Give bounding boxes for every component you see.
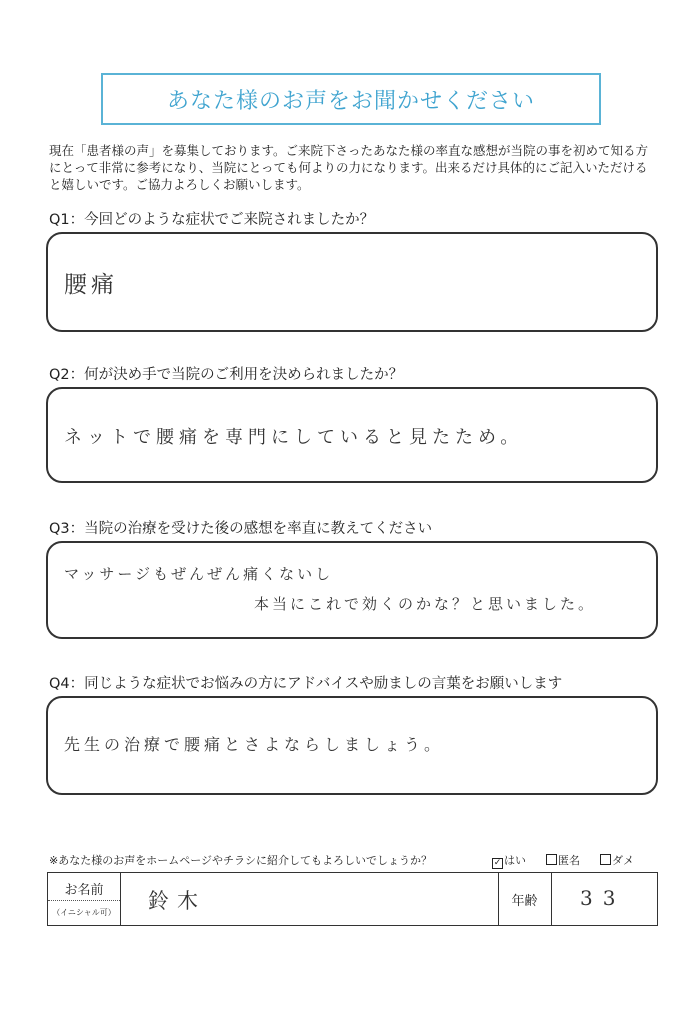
intro-text: 現在「患者様の声」を募集しております。ご来院下さったあなた様の率直な感想が当院の事を初めて知る方にとって非常に参考になり、当院にとっても何よりの力になります。出来るだけ具体的にご記入いただけると嬉しいです。ご協力よろしくお願いします。 [49, 143, 649, 192]
question-1-label: Q1：今回どのような症状でご来院されましたか？ [49, 212, 375, 228]
checkbox-checked-icon[interactable]: ✓ [493, 858, 502, 868]
consent-option-yes[interactable]: ✓ はい [493, 854, 526, 868]
divider [48, 900, 120, 901]
question-2-label: Q2：何が決め手で当院のご利用を決められましたか？ [49, 367, 404, 383]
question-2-answer-line-1: ネットで腰痛を専門にしていると見たため。 [64, 427, 524, 448]
age-label: 年齢 [511, 893, 538, 909]
question-1-answer-box[interactable] [46, 232, 658, 332]
question-3-label: Q3：当院の治療を受けた後の感想を率直に教えてください [49, 521, 433, 537]
title-box [101, 73, 601, 125]
age-field[interactable]: 33 [580, 886, 626, 910]
consent-question: ※あなた様のお声をホームページやチラシに紹介してもよろしいでしょうか？ [49, 854, 432, 867]
consent-option-anonymous[interactable]: 匿名 [546, 852, 580, 868]
question-1-answer-line-1: 腰痛 [64, 272, 118, 298]
question-4-answer-line-1: 先生の治療で腰痛とさよならしましょう。 [64, 735, 445, 754]
page-title: あなた様のお声をお聞かせください [166, 88, 535, 114]
name-age-table [47, 872, 658, 926]
name-sublabel: （イニシャル可） [52, 908, 116, 917]
divider [551, 873, 552, 925]
question-4-label: Q4：同じような症状でお悩みの方にアドバイスや励ましの言葉をお願いします [49, 676, 563, 692]
consent-row [49, 852, 659, 870]
checkbox-icon[interactable] [546, 854, 557, 865]
question-3-answer-box[interactable] [46, 541, 658, 639]
name-label-cell [48, 873, 120, 925]
name-label: お名前 [64, 883, 104, 898]
checkbox-icon[interactable] [600, 854, 611, 865]
question-4-answer-box[interactable] [46, 696, 658, 795]
question-2-answer-box[interactable] [46, 387, 658, 483]
name-field[interactable]: 鈴木 [148, 889, 206, 913]
divider [120, 873, 121, 925]
consent-option-no[interactable]: ダメ [600, 852, 634, 868]
question-3-answer-line-1: マッサージもぜんぜん痛くないし [64, 565, 334, 583]
question-3-answer-line-2: 本当にこれで効くのかな？と思いました。 [254, 595, 597, 613]
